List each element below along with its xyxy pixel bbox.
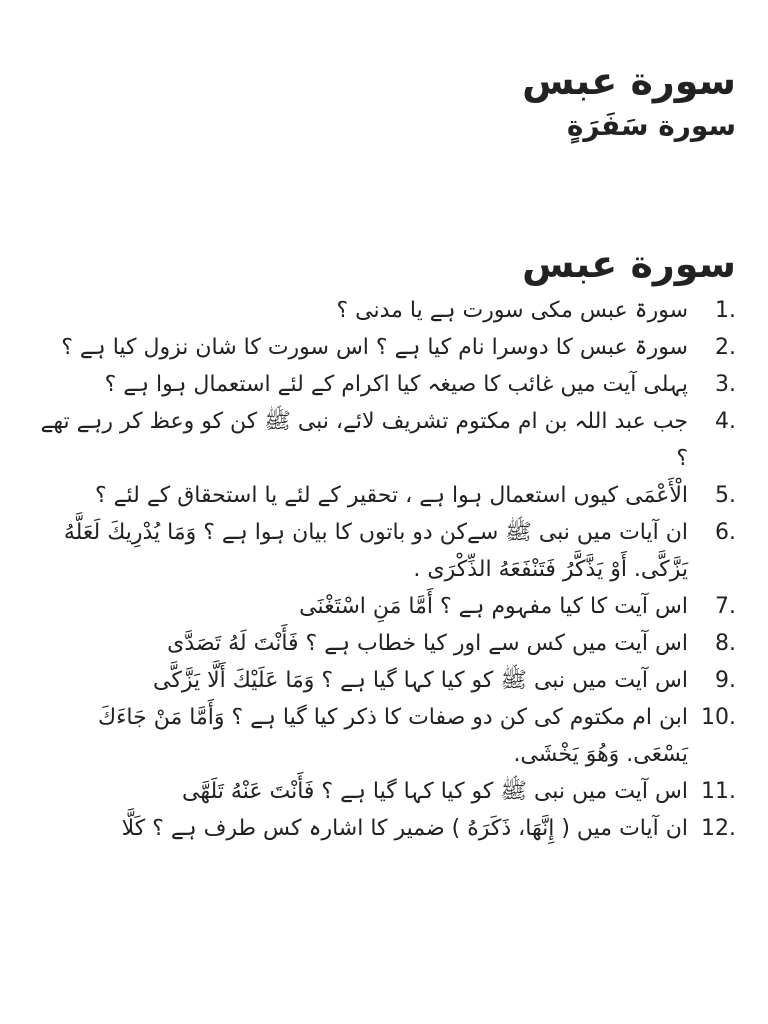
question-text: الْأَعْمَى کیوں استعمال ہوا ہے ، تحقیر کے لئے یا استحقاق کے لئے ؟	[94, 483, 688, 508]
question-item	[34, 514, 736, 588]
question-item	[34, 292, 736, 329]
question-number: 1.	[715, 298, 736, 323]
page-title: سورة عبس	[522, 59, 736, 103]
section-heading: سورة عبس	[522, 242, 736, 286]
question-number: 3.	[715, 372, 736, 397]
question-text: ان آیات میں نبی ﷺ سےکن دو باتوں کا بیان ہوا ہے ؟ وَمَا يُدْرِيكَ لَعَلَّهُ يَزَّكَّى. أَوْ يَذَّكَّرُ فَتَنْفَعَهُ الذِّكْرَى .	[63, 520, 688, 582]
question-list	[34, 292, 736, 847]
question-number: 11.	[701, 779, 736, 804]
question-text: اس آیت میں نبی ﷺ کو کیا کہا گیا ہے ؟ فَأَنْتَ عَنْهُ تَلَهَّى	[182, 779, 688, 804]
question-text: پہلی آیت میں غائب کا صیغہ کیا اکرام کے لئے استعمال ہوا ہے ؟	[104, 372, 688, 397]
question-text: اس آیت میں کس سے اور کیا خطاب ہے ؟ فَأَنْتَ لَهُ تَصَدَّى	[167, 631, 688, 656]
question-text: سورۃ عبس مکی سورت ہے یا مدنی ؟	[336, 298, 688, 323]
question-text: سورۃ عبس کا دوسرا نام کیا ہے ؟ اس سورت کا شان نزول کیا ہے ؟	[61, 335, 688, 360]
question-item	[34, 699, 736, 773]
page-subtitle: سورة سَفَرَةٍ	[566, 109, 736, 142]
question-number: 8.	[715, 631, 736, 656]
question-text: جب عبد اللہ بن ام مکتوم تشریف لائے، نبی ﷺ کن کو وعظ کر رہے تھے ؟	[40, 409, 688, 471]
question-number: 2.	[715, 335, 736, 360]
question-item	[34, 403, 736, 477]
question-number: 9.	[715, 668, 736, 693]
question-item	[34, 477, 736, 514]
question-item	[34, 662, 736, 699]
question-text: ان آیات میں ( إِنَّهَا، ذَكَرَهُ ) ضمیر کا اشارہ کس طرف ہے ؟ كَلَّا	[121, 816, 688, 841]
question-number: 4.	[715, 409, 736, 434]
question-text: اس آیت کا کیا مفہوم ہے ؟ أَمَّا مَنِ اسْتَغْنَى	[299, 594, 688, 619]
question-item	[34, 773, 736, 810]
question-item	[34, 329, 736, 366]
question-number: 5.	[715, 483, 736, 508]
question-item	[34, 625, 736, 662]
question-item	[34, 366, 736, 403]
question-number: 10.	[701, 705, 736, 730]
question-item	[34, 810, 736, 847]
question-number: 7.	[715, 594, 736, 619]
question-number: 6.	[715, 520, 736, 545]
question-text: ابن ام مکتوم کی کن دو صفات کا ذکر کیا گیا ہے ؟ وَأَمَّا مَنْ جَاءَكَ يَسْعَى. وَهُوَ يَخْشَى.	[97, 705, 688, 767]
question-item	[34, 588, 736, 625]
question-text: اس آیت میں نبی ﷺ کو کیا کہا گیا ہے ؟ وَمَا عَلَيْكَ أَلَّا يَزَّكَّى	[153, 668, 688, 693]
question-number: 12.	[701, 816, 736, 841]
